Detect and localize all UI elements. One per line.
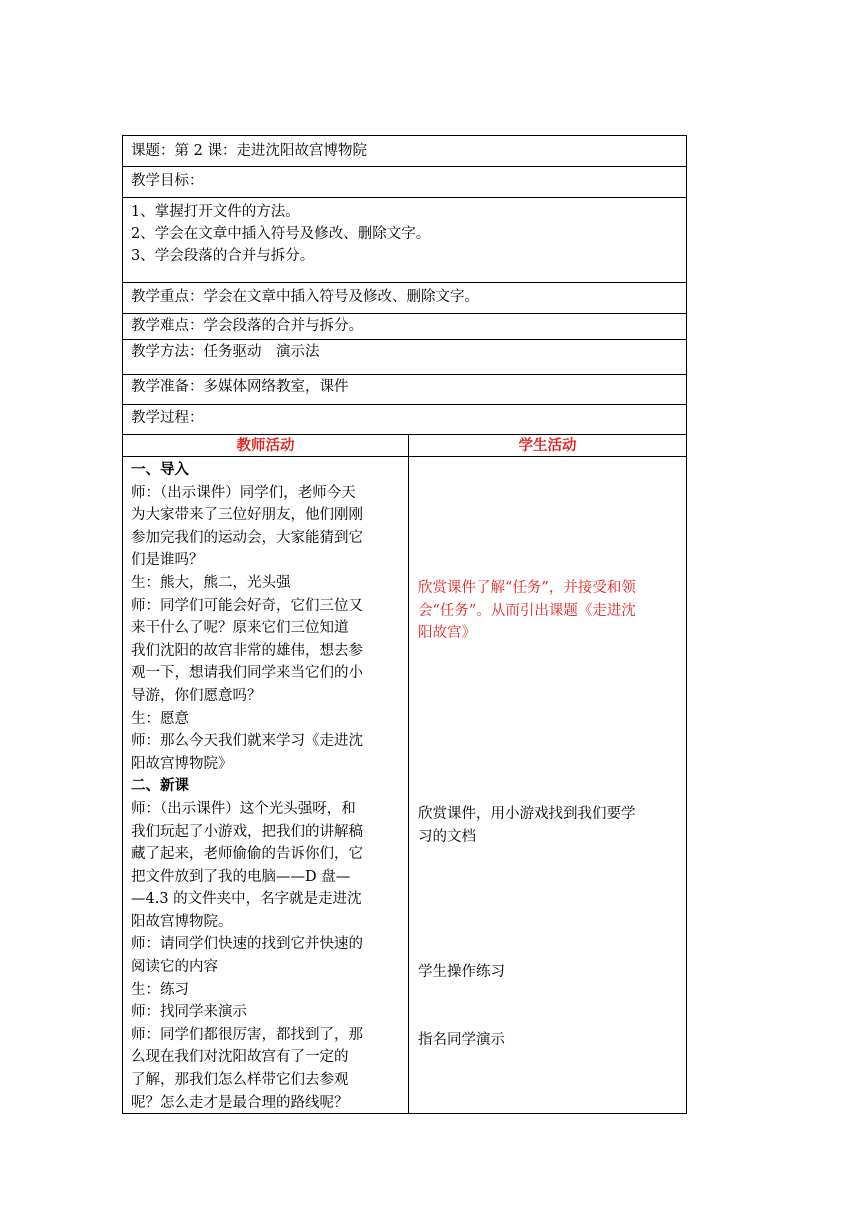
lesson-plan-table — [122, 135, 687, 1114]
teacher-activity-header: 教师活动 — [123, 435, 409, 456]
activity-header-row — [123, 435, 686, 457]
teacher-line: 藏了起来，老师偷偷的告诉你们，它 — [131, 846, 363, 863]
difficulty: 教学难点：学会段落的合并与拆分。 — [131, 318, 363, 334]
teacher-line: 观一下，想请我们同学来当它们的小 — [131, 665, 363, 682]
student-activity-block — [418, 961, 680, 984]
teacher-line: 来干什么了呢？原来它们三位知道 — [131, 620, 349, 637]
student-activity-block — [418, 1029, 680, 1052]
teacher-line: 们是谁吗？ — [131, 552, 204, 569]
preparation: 教学准备：多媒体网络教室，课件 — [131, 379, 349, 395]
student-line: 习的文档 — [418, 828, 476, 845]
student-line: 会“任务”。从而引出课题《走进沈 — [418, 602, 636, 619]
student-line: 欣赏课件，用小游戏找到我们要学 — [418, 806, 636, 822]
key-point-row — [123, 283, 686, 314]
teacher-line: 生：练习 — [131, 981, 189, 998]
teacher-line: —4.3 的文件夹中，名字就是走进沈 — [131, 891, 362, 908]
teacher-line: 了解，那我们怎么样带它们去参观 — [131, 1072, 349, 1089]
teacher-line: 生：熊大，熊二，光头强 — [131, 574, 291, 591]
teacher-line: 把文件放到了我的电脑——D 盘— — [131, 868, 351, 885]
teacher-line: 呢？怎么走才是最合理的路线呢？ — [131, 1094, 349, 1111]
teacher-line: 师：同学们都很厉害，都找到了，那 — [131, 1026, 363, 1043]
lesson-title: 课题：第 2 课：走进沈阳故宫博物院 — [131, 143, 367, 159]
teacher-line: 么现在我们对沈阳故宫有了一定的 — [131, 1049, 349, 1066]
teacher-line: 师：（出示课件）这个光头强呀，和 — [131, 800, 356, 817]
teacher-line: 师：（出示课件）同学们，老师今天 — [131, 484, 356, 501]
teacher-line: 师：那么今天我们就来学习《走进沈 — [131, 733, 363, 750]
section-heading: 二、新课 — [131, 778, 189, 795]
key-point: 教学重点：学会在文章中插入符号及修改、删除文字。 — [131, 289, 479, 305]
student-line: 指名同学演示 — [418, 1032, 505, 1048]
teacher-line: 师：同学们可能会好奇，它们三位又 — [131, 597, 363, 614]
teacher-line: 我们沈阳的故宫非常的雄伟，想去参 — [131, 642, 363, 659]
student-line: 阳故宫》 — [418, 625, 476, 642]
student-activity-block — [418, 803, 680, 848]
activity-body-row — [123, 457, 686, 1113]
student-activity-column — [409, 457, 686, 1113]
student-activity-header: 学生活动 — [518, 438, 577, 454]
teacher-line: 师：请同学们快速的找到它并快速的 — [131, 936, 363, 953]
student-line: 欣赏课件了解“任务”，并接受和领 — [418, 580, 636, 596]
teacher-line: 为大家带来了三位好朋友，他们刚刚 — [131, 507, 363, 524]
teacher-activity-column — [123, 457, 409, 1113]
student-activity-block — [418, 577, 680, 645]
section-heading: 一、导入 — [131, 462, 189, 478]
teacher-line: 阳故宫博物院。 — [131, 913, 233, 930]
teacher-line: 导游，你们愿意吗？ — [131, 687, 262, 704]
title-row — [123, 136, 686, 167]
method: 教学方法：任务驱动 演示法 — [131, 344, 320, 360]
process-label-row — [123, 405, 686, 435]
goals-row — [123, 198, 686, 283]
process-label: 教学过程： — [131, 410, 204, 426]
teacher-line: 阳故宫博物院》 — [131, 755, 233, 772]
difficulty-row — [123, 314, 686, 340]
student-line: 学生操作练习 — [418, 964, 505, 981]
teacher-line: 师：找同学来演示 — [131, 1004, 247, 1021]
teacher-line: 生：愿意 — [131, 710, 189, 727]
method-row — [123, 340, 686, 375]
teacher-line: 我们玩起了小游戏，把我们的讲解稿 — [131, 823, 363, 840]
goal-label: 教学目标： — [131, 173, 204, 189]
teacher-line: 参加完我们的运动会，大家能猜到它 — [131, 529, 363, 546]
preparation-row — [123, 375, 686, 405]
goal-item: 3、学会段落的合并与拆分。 — [131, 248, 315, 264]
teacher-line: 阅读它的内容 — [131, 959, 218, 976]
goal-label-row — [123, 167, 686, 198]
goal-item: 2、学会在文章中插入符号及修改、删除文字。 — [131, 226, 431, 242]
goal-item: 1、掌握打开文件的方法。 — [131, 204, 300, 220]
